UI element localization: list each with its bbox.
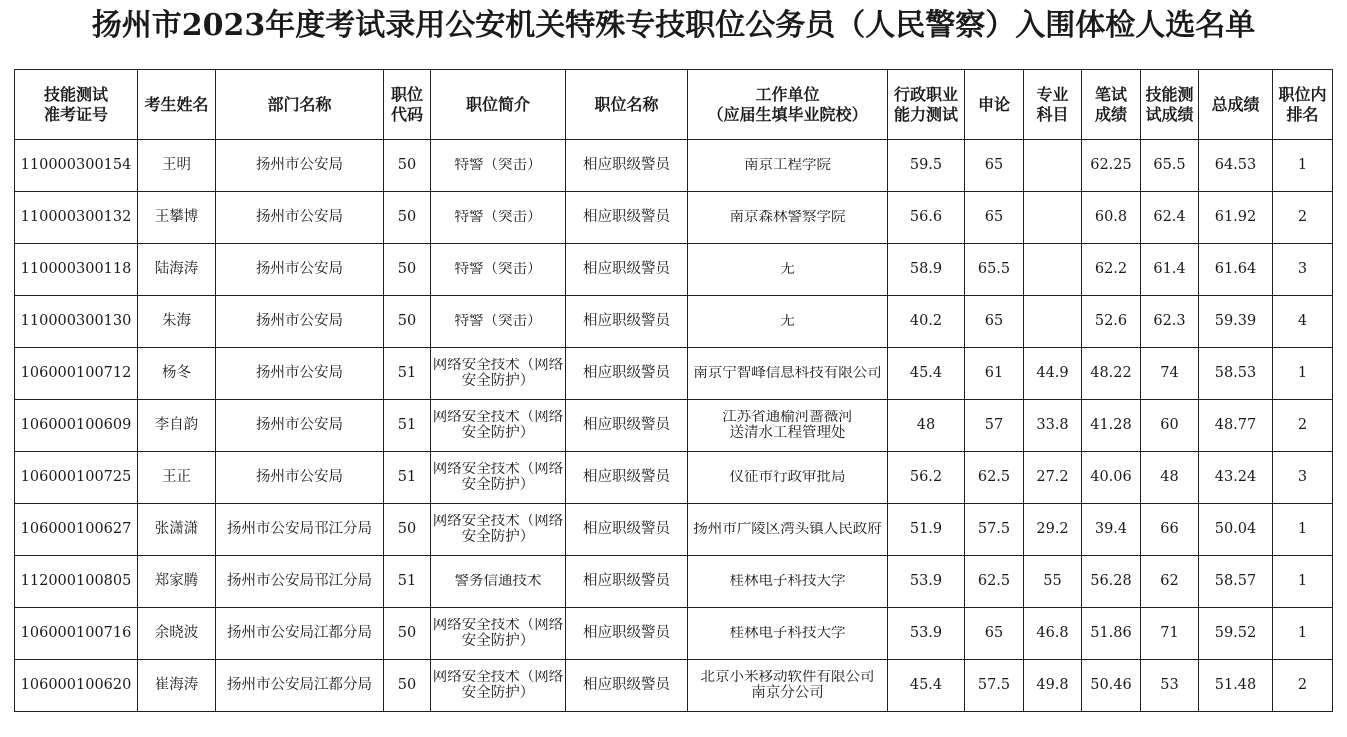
cell-position-name: 相应职级警员 bbox=[566, 348, 688, 400]
cell-position-code: 51 bbox=[384, 556, 431, 608]
cell-position-name: 相应职级警员 bbox=[566, 140, 688, 192]
cell-position-name: 相应职级警员 bbox=[566, 192, 688, 244]
cell-major-score bbox=[1024, 244, 1082, 296]
cell-position-desc: 特警（突击） bbox=[431, 244, 566, 296]
cell-name: 杨冬 bbox=[138, 348, 216, 400]
cell-major-score: 55 bbox=[1024, 556, 1082, 608]
cell-name: 崔海涛 bbox=[138, 660, 216, 712]
cell-xingce-score: 56.2 bbox=[888, 452, 965, 504]
cell-position-desc: 网络安全技术（网络安全防护） bbox=[431, 400, 566, 452]
cell-shenlun-score: 62.5 bbox=[965, 556, 1024, 608]
cell-skill-score: 71 bbox=[1141, 608, 1199, 660]
table-row bbox=[15, 400, 1333, 452]
cell-ticket-no: 106000100620 bbox=[15, 660, 138, 712]
cell-ticket-no: 106000100712 bbox=[15, 348, 138, 400]
table-row bbox=[15, 296, 1333, 348]
cell-written-score: 41.28 bbox=[1082, 400, 1141, 452]
column-header-position-desc: 职位简介 bbox=[431, 70, 566, 140]
cell-position-name: 相应职级警员 bbox=[566, 400, 688, 452]
cell-skill-score: 65.5 bbox=[1141, 140, 1199, 192]
cell-position-name: 相应职级警员 bbox=[566, 244, 688, 296]
table-row bbox=[15, 504, 1333, 556]
cell-major-score bbox=[1024, 140, 1082, 192]
cell-major-score: 49.8 bbox=[1024, 660, 1082, 712]
cell-rank: 2 bbox=[1273, 660, 1333, 712]
column-header-skill-score: 技能测 试成绩 bbox=[1141, 70, 1199, 140]
cell-work-unit: 扬州市广陵区湾头镇人民政府 bbox=[688, 504, 888, 556]
cell-ticket-no: 106000100716 bbox=[15, 608, 138, 660]
cell-total-score: 61.92 bbox=[1199, 192, 1273, 244]
cell-position-code: 50 bbox=[384, 140, 431, 192]
cell-ticket-no: 110000300154 bbox=[15, 140, 138, 192]
cell-shenlun-score: 65 bbox=[965, 608, 1024, 660]
cell-department: 扬州市公安局 bbox=[216, 244, 384, 296]
cell-name: 余晓波 bbox=[138, 608, 216, 660]
cell-ticket-no: 106000100609 bbox=[15, 400, 138, 452]
cell-xingce-score: 58.9 bbox=[888, 244, 965, 296]
column-header-position-name: 职位名称 bbox=[566, 70, 688, 140]
cell-position-desc: 网络安全技术（网络安全防护） bbox=[431, 660, 566, 712]
cell-position-code: 50 bbox=[384, 296, 431, 348]
cell-major-score: 44.9 bbox=[1024, 348, 1082, 400]
cell-rank: 1 bbox=[1273, 348, 1333, 400]
cell-work-unit: 南京工程学院 bbox=[688, 140, 888, 192]
cell-written-score: 52.6 bbox=[1082, 296, 1141, 348]
cell-rank: 1 bbox=[1273, 140, 1333, 192]
cell-total-score: 61.64 bbox=[1199, 244, 1273, 296]
cell-name: 郑家腾 bbox=[138, 556, 216, 608]
cell-shenlun-score: 65 bbox=[965, 296, 1024, 348]
cell-ticket-no: 110000300130 bbox=[15, 296, 138, 348]
cell-total-score: 51.48 bbox=[1199, 660, 1273, 712]
cell-skill-score: 74 bbox=[1141, 348, 1199, 400]
cell-written-score: 62.25 bbox=[1082, 140, 1141, 192]
cell-name: 陆海涛 bbox=[138, 244, 216, 296]
header-row bbox=[15, 70, 1333, 140]
column-header-rank: 职位内 排名 bbox=[1273, 70, 1333, 140]
table-row bbox=[15, 608, 1333, 660]
cell-position-desc: 特警（突击） bbox=[431, 296, 566, 348]
cell-work-unit: 南京森林警察学院 bbox=[688, 192, 888, 244]
cell-total-score: 58.57 bbox=[1199, 556, 1273, 608]
cell-position-code: 50 bbox=[384, 660, 431, 712]
cell-department: 扬州市公安局 bbox=[216, 192, 384, 244]
cell-name: 王攀博 bbox=[138, 192, 216, 244]
cell-position-desc: 特警（突击） bbox=[431, 140, 566, 192]
cell-position-desc: 网络安全技术（网络安全防护） bbox=[431, 504, 566, 556]
cell-rank: 1 bbox=[1273, 556, 1333, 608]
cell-major-score: 27.2 bbox=[1024, 452, 1082, 504]
cell-total-score: 59.52 bbox=[1199, 608, 1273, 660]
cell-position-desc: 网络安全技术（网络安全防护） bbox=[431, 348, 566, 400]
cell-rank: 3 bbox=[1273, 452, 1333, 504]
table-row bbox=[15, 348, 1333, 400]
cell-shenlun-score: 57.5 bbox=[965, 660, 1024, 712]
document-title: 扬州市2023年度考试录用公安机关特殊专技职位公务员（人民警察）入围体检人选名单 bbox=[91, 8, 1256, 43]
cell-rank: 1 bbox=[1273, 504, 1333, 556]
cell-skill-score: 61.4 bbox=[1141, 244, 1199, 296]
table-row bbox=[15, 452, 1333, 504]
cell-position-code: 50 bbox=[384, 504, 431, 556]
cell-department: 扬州市公安局 bbox=[216, 296, 384, 348]
cell-shenlun-score: 65 bbox=[965, 192, 1024, 244]
cell-xingce-score: 51.9 bbox=[888, 504, 965, 556]
cell-position-desc: 网络安全技术（网络安全防护） bbox=[431, 608, 566, 660]
table-row bbox=[15, 660, 1333, 712]
cell-xingce-score: 45.4 bbox=[888, 348, 965, 400]
cell-written-score: 56.28 bbox=[1082, 556, 1141, 608]
column-header-name: 考生姓名 bbox=[138, 70, 216, 140]
cell-ticket-no: 110000300132 bbox=[15, 192, 138, 244]
cell-department: 扬州市公安局邗江分局 bbox=[216, 504, 384, 556]
cell-skill-score: 66 bbox=[1141, 504, 1199, 556]
cell-position-desc: 警务信通技术 bbox=[431, 556, 566, 608]
cell-total-score: 58.53 bbox=[1199, 348, 1273, 400]
cell-shenlun-score: 57.5 bbox=[965, 504, 1024, 556]
cell-ticket-no: 106000100725 bbox=[15, 452, 138, 504]
cell-name: 朱海 bbox=[138, 296, 216, 348]
cell-shenlun-score: 57 bbox=[965, 400, 1024, 452]
cell-work-unit: 北京小米移动软件有限公司 南京分公司 bbox=[688, 660, 888, 712]
cell-xingce-score: 45.4 bbox=[888, 660, 965, 712]
cell-position-code: 50 bbox=[384, 192, 431, 244]
cell-major-score bbox=[1024, 296, 1082, 348]
cell-work-unit: 江苏省通榆河蔷薇河 送清水工程管理处 bbox=[688, 400, 888, 452]
cell-rank: 2 bbox=[1273, 400, 1333, 452]
cell-position-code: 50 bbox=[384, 608, 431, 660]
cell-shenlun-score: 62.5 bbox=[965, 452, 1024, 504]
cell-department: 扬州市公安局 bbox=[216, 400, 384, 452]
cell-major-score bbox=[1024, 192, 1082, 244]
table-row bbox=[15, 244, 1333, 296]
cell-rank: 4 bbox=[1273, 296, 1333, 348]
cell-skill-score: 60 bbox=[1141, 400, 1199, 452]
cell-position-code: 51 bbox=[384, 400, 431, 452]
cell-total-score: 48.77 bbox=[1199, 400, 1273, 452]
cell-major-score: 33.8 bbox=[1024, 400, 1082, 452]
cell-xingce-score: 59.5 bbox=[888, 140, 965, 192]
cell-position-name: 相应职级警员 bbox=[566, 556, 688, 608]
table-row bbox=[15, 556, 1333, 608]
cell-skill-score: 62 bbox=[1141, 556, 1199, 608]
cell-work-unit: 无 bbox=[688, 244, 888, 296]
cell-rank: 1 bbox=[1273, 608, 1333, 660]
cell-major-score: 46.8 bbox=[1024, 608, 1082, 660]
cell-department: 扬州市公安局 bbox=[216, 452, 384, 504]
cell-position-name: 相应职级警员 bbox=[566, 452, 688, 504]
cell-position-name: 相应职级警员 bbox=[566, 504, 688, 556]
column-header-work-unit: 工作单位 （应届生填毕业院校） bbox=[688, 70, 888, 140]
cell-xingce-score: 40.2 bbox=[888, 296, 965, 348]
cell-position-code: 50 bbox=[384, 244, 431, 296]
column-header-shenlun-score: 申论 bbox=[965, 70, 1024, 140]
cell-ticket-no: 106000100627 bbox=[15, 504, 138, 556]
cell-department: 扬州市公安局江都分局 bbox=[216, 660, 384, 712]
cell-work-unit: 仪征市行政审批局 bbox=[688, 452, 888, 504]
cell-written-score: 62.2 bbox=[1082, 244, 1141, 296]
cell-xingce-score: 56.6 bbox=[888, 192, 965, 244]
column-header-major-score: 专业 科目 bbox=[1024, 70, 1082, 140]
cell-position-code: 51 bbox=[384, 348, 431, 400]
cell-work-unit: 南京宁智峰信息科技有限公司 bbox=[688, 348, 888, 400]
cell-skill-score: 62.3 bbox=[1141, 296, 1199, 348]
cell-name: 王正 bbox=[138, 452, 216, 504]
candidate-table bbox=[14, 69, 1333, 712]
cell-department: 扬州市公安局 bbox=[216, 140, 384, 192]
cell-work-unit: 桂林电子科技大学 bbox=[688, 556, 888, 608]
column-header-ticket-no: 技能测试 准考证号 bbox=[15, 70, 138, 140]
cell-skill-score: 53 bbox=[1141, 660, 1199, 712]
cell-skill-score: 62.4 bbox=[1141, 192, 1199, 244]
column-header-written-score: 笔试 成绩 bbox=[1082, 70, 1141, 140]
cell-ticket-no: 112000100805 bbox=[15, 556, 138, 608]
cell-department: 扬州市公安局 bbox=[216, 348, 384, 400]
cell-work-unit: 无 bbox=[688, 296, 888, 348]
cell-department: 扬州市公安局邗江分局 bbox=[216, 556, 384, 608]
cell-name: 张潇潇 bbox=[138, 504, 216, 556]
cell-written-score: 39.4 bbox=[1082, 504, 1141, 556]
cell-position-name: 相应职级警员 bbox=[566, 608, 688, 660]
cell-total-score: 43.24 bbox=[1199, 452, 1273, 504]
cell-ticket-no: 110000300118 bbox=[15, 244, 138, 296]
cell-shenlun-score: 61 bbox=[965, 348, 1024, 400]
cell-department: 扬州市公安局江都分局 bbox=[216, 608, 384, 660]
cell-shenlun-score: 65.5 bbox=[965, 244, 1024, 296]
cell-xingce-score: 53.9 bbox=[888, 556, 965, 608]
cell-work-unit: 桂林电子科技大学 bbox=[688, 608, 888, 660]
cell-written-score: 51.86 bbox=[1082, 608, 1141, 660]
table-row bbox=[15, 192, 1333, 244]
cell-position-name: 相应职级警员 bbox=[566, 296, 688, 348]
cell-major-score: 29.2 bbox=[1024, 504, 1082, 556]
cell-xingce-score: 53.9 bbox=[888, 608, 965, 660]
cell-xingce-score: 48 bbox=[888, 400, 965, 452]
table-row bbox=[15, 140, 1333, 192]
cell-total-score: 50.04 bbox=[1199, 504, 1273, 556]
column-header-xingce-score: 行政职业 能力测试 bbox=[888, 70, 965, 140]
column-header-department: 部门名称 bbox=[216, 70, 384, 140]
cell-skill-score: 48 bbox=[1141, 452, 1199, 504]
table-body bbox=[15, 140, 1333, 712]
cell-total-score: 59.39 bbox=[1199, 296, 1273, 348]
cell-written-score: 40.06 bbox=[1082, 452, 1141, 504]
cell-written-score: 48.22 bbox=[1082, 348, 1141, 400]
cell-written-score: 50.46 bbox=[1082, 660, 1141, 712]
cell-shenlun-score: 65 bbox=[965, 140, 1024, 192]
column-header-position-code: 职位 代码 bbox=[384, 70, 431, 140]
cell-position-code: 51 bbox=[384, 452, 431, 504]
cell-rank: 2 bbox=[1273, 192, 1333, 244]
cell-name: 李自韵 bbox=[138, 400, 216, 452]
cell-position-name: 相应职级警员 bbox=[566, 660, 688, 712]
cell-name: 王明 bbox=[138, 140, 216, 192]
cell-position-desc: 特警（突击） bbox=[431, 192, 566, 244]
cell-rank: 3 bbox=[1273, 244, 1333, 296]
cell-written-score: 60.8 bbox=[1082, 192, 1141, 244]
column-header-total-score: 总成绩 bbox=[1199, 70, 1273, 140]
cell-position-desc: 网络安全技术（网络安全防护） bbox=[431, 452, 566, 504]
cell-total-score: 64.53 bbox=[1199, 140, 1273, 192]
